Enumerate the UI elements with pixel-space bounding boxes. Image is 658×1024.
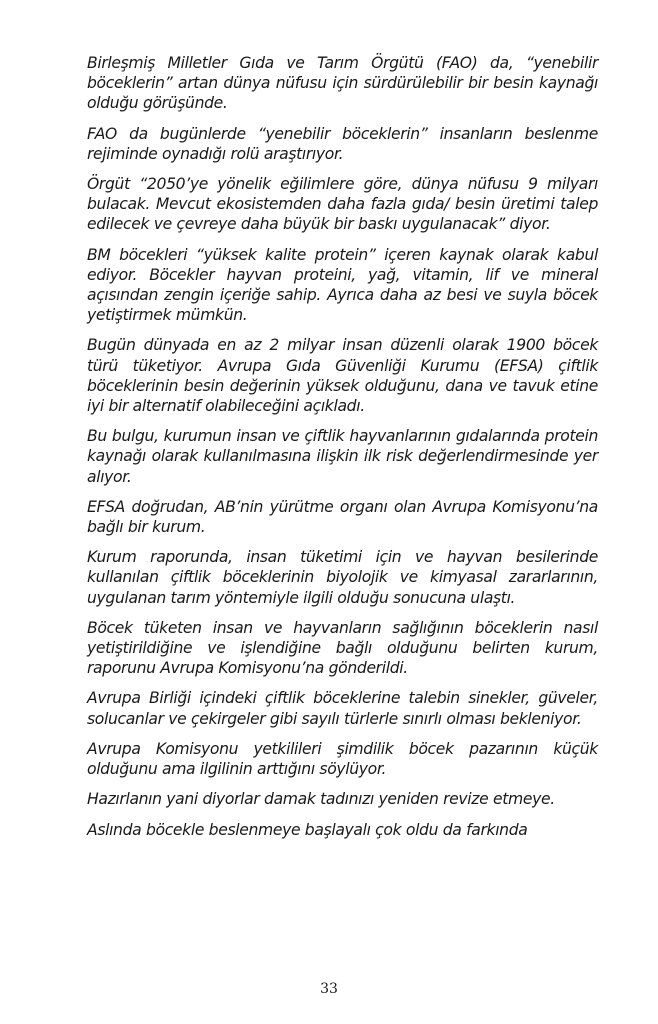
paragraph-eu-demand: Avrupa Birliği içindeki çiftlik böceklerine talebin sinekler, güveler, solucanlar ve çekirgeler gibi sayılı türlerle sınırlı olması bekleniyor.: [87, 689, 598, 728]
paragraph-market-interest: Avrupa Komisyonu yetkilileri şimdilik böcek pazarının küçük olduğunu ama ilgilinin arttığını söylüyor.: [87, 739, 598, 779]
paragraph-taste-revise: Hazırlanın yani diyorlar damak tadınızı yeniden revize etmeye.: [87, 790, 555, 809]
paragraph-fao-research: FAO da bugünlerde “yenebilir böceklerin” insanların beslenme rejiminde oynadığı rolü araştırıyor.: [87, 124, 598, 163]
paragraph-fao-view: Birleşmiş Milletler Gıda ve Tarım Örgütü (FAO) da, “yenebilir böceklerin” artan dünya nüfusu için sürdürülebilir bir besin kaynağı olduğu görüşünde.: [87, 54, 598, 113]
page-body: [87, 53, 598, 850]
paragraph-health-report: Böcek tüketen insan ve hayvanların sağlığının böceklerin nasıl yetiştirildiğine ve işlendiğine bağlı olduğunu belirten kurum, raporunu Avrupa Komisyonu’na gönderildi.: [87, 618, 598, 678]
paragraph-continued: Aslında böcekle beslenmeye başlayalı çok oldu da farkında: [87, 820, 528, 839]
page-number: 33: [320, 981, 338, 997]
paragraph-risk-assessment: Bu bulgu, kurumun insan ve çiftlik hayvanlarının gıdalarında protein kaynağı olarak kullanılmasına ilişkin ilk risk değerlendirmesinde yer alıyor.: [87, 427, 598, 486]
paragraph-report-findings: Kurum raporunda, insan tüketimi için ve hayvan besilerinde kullanılan çiftlik böceklerinin biyolojik ve kimyasal zararlarının, uygulanan tarım yöntemiyle ilgili olduğu sonucuna ulaştı.: [87, 548, 598, 607]
paragraph-un-protein: BM böcekleri “yüksek kalite protein” içeren kaynak olarak kabul ediyor. Böcekler hayvan proteini, yağ, vitamin, lif ve mineral açısından zengin içeriğe sahip. Ayrıca daha az besi ve suyla böcek yetiştirmek mümkün.: [87, 245, 598, 325]
paragraph-efsa-nutrition: Bugün dünyada en az 2 milyar insan düzenli olarak 1900 böcek türü tüketiyor. Avrupa Gıda Güvenliği Kurumu (EFSA) çiftlik böceklerinin besin değerinin yüksek olduğunu, dana ve tavuk etine iyi bir alternatif olabileceğini açıkladı.: [87, 336, 598, 416]
paragraph-2050-population: Örgüt “2050’ye yönelik eğilimlere göre, dünya nüfusu 9 milyarı bulacak. Mevcut ekosistemden daha fazla gıda/ besin üretimi talep edilecek ve çevreye daha büyük bir baskı uygulanacak” diyor.: [87, 175, 598, 234]
paragraph-efsa-commission: EFSA doğrudan, AB’nin yürütme organı olan Avrupa Komisyonu’na bağlı bir kurum.: [87, 497, 598, 537]
